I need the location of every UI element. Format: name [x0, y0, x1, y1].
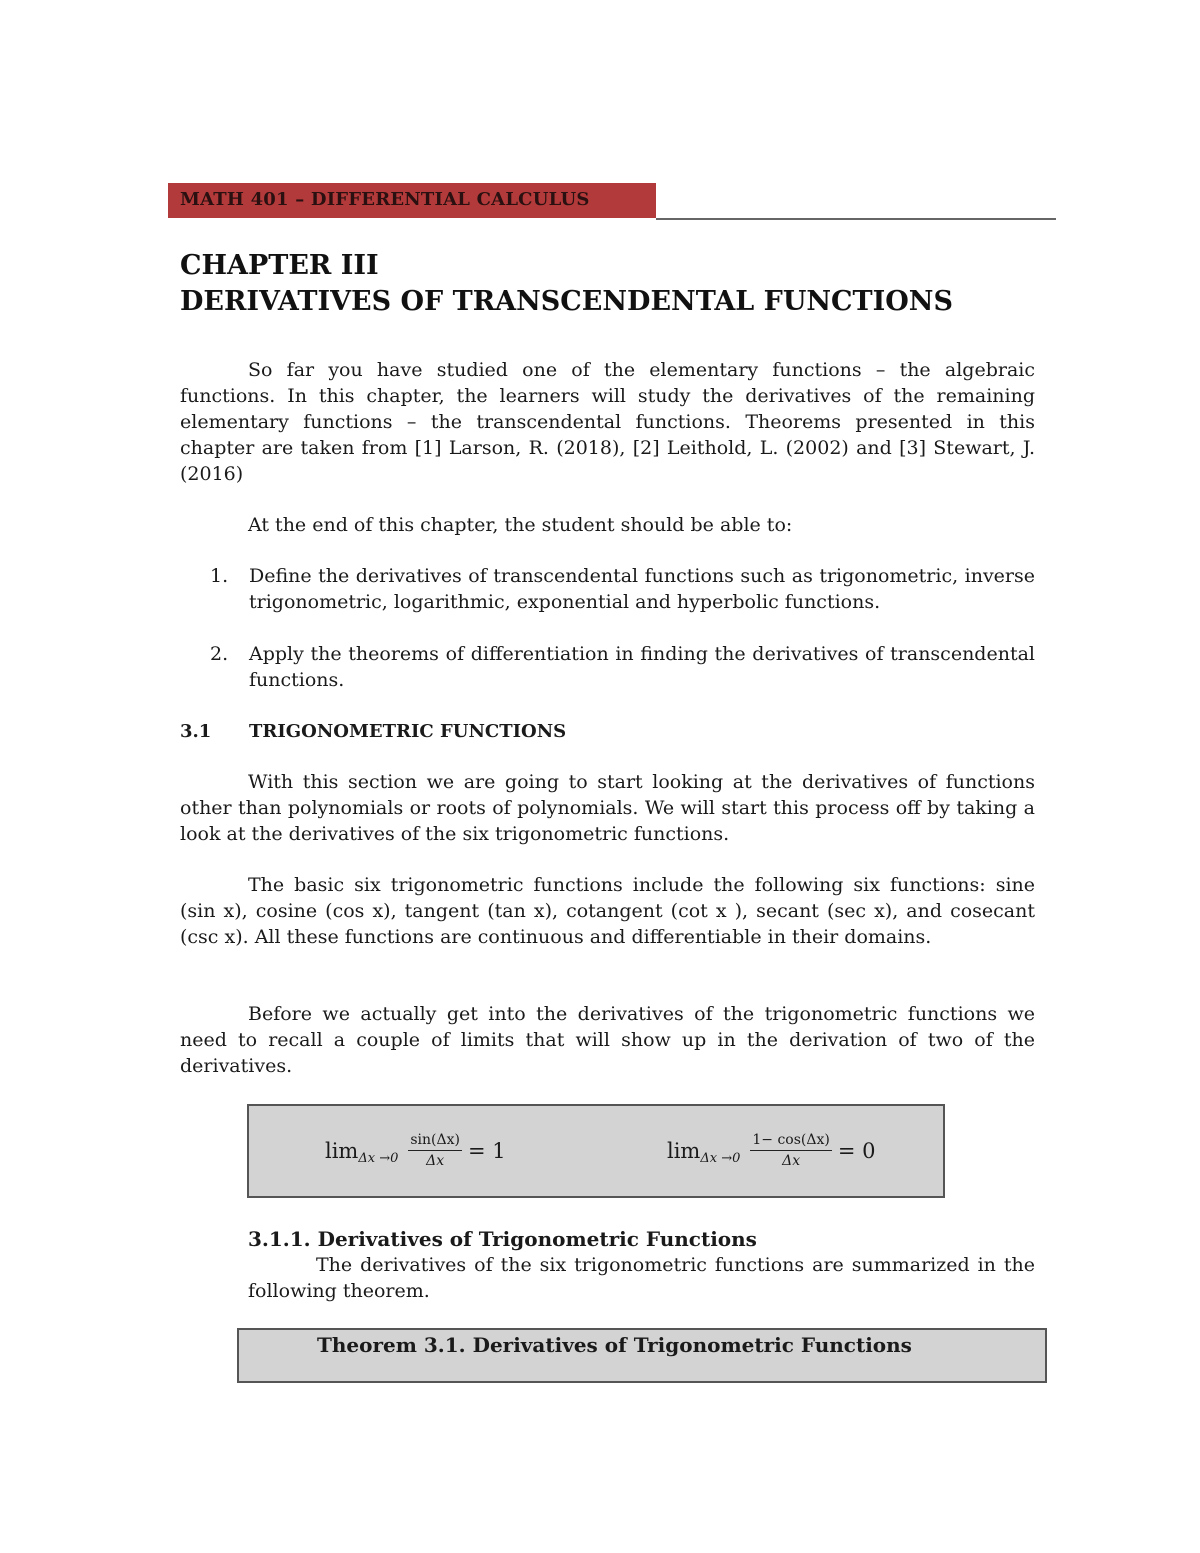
theorem-box	[237, 1328, 1047, 1383]
limit-result: = 1	[467, 1138, 506, 1163]
lim-operator: lim	[667, 1138, 701, 1163]
numerator: 1− cos(Δx)	[750, 1132, 831, 1151]
section-paragraph: Before we actually get into the derivatives of the trigonometric functions we need to recall a couple of limits that will show up in the derivation of two of the derivatives.	[180, 1003, 1035, 1077]
numerator: sin(Δx)	[408, 1132, 462, 1151]
limit-formula-sin	[325, 1132, 506, 1169]
section-paragraph: With this section we are going to start looking at the derivatives of functions other than polynomials or roots of polynomials. We will start this process off by taking a look at the derivatives of the six trigonometric functions.	[180, 771, 1035, 845]
chapter-number: CHAPTER III	[180, 250, 379, 281]
fraction	[408, 1132, 462, 1169]
lim-subscript: Δx →0	[358, 1151, 399, 1166]
limits-box	[247, 1104, 945, 1198]
objective-item	[210, 641, 1035, 693]
objective-item	[210, 563, 1035, 615]
limit-result: = 0	[837, 1138, 876, 1163]
fraction	[750, 1132, 831, 1169]
objective-number: 2.	[210, 643, 229, 665]
chapter-title: DERIVATIVES OF TRANSCENDENTAL FUNCTIONS	[180, 286, 953, 317]
objectives-lead: At the end of this chapter, the student should be able to:	[248, 514, 793, 536]
objective-text: Define the derivatives of transcendental functions such as trigonometric, inverse trigonometric, logarithmic, exponential and hyperbolic functions.	[249, 565, 1035, 613]
denominator: Δx	[426, 1153, 445, 1169]
lim-subscript: Δx →0	[700, 1151, 741, 1166]
lim-operator: lim	[325, 1138, 359, 1163]
subsection-title: 3.1.1. Derivatives of Trigonometric Functions	[248, 1227, 757, 1251]
theorem-title: Theorem 3.1. Derivatives of Trigonometric Functions	[317, 1333, 912, 1357]
limit-formula-cos	[667, 1132, 876, 1169]
course-header: MATH 401 – DIFFERENTIAL CALCULUS	[180, 189, 590, 210]
chapter-heading	[180, 248, 953, 320]
header-rule	[656, 218, 1056, 220]
section-title: TRIGONOMETRIC FUNCTIONS	[249, 721, 567, 742]
intro-paragraph: So far you have studied one of the elementary functions – the algebraic functions. In this chapter, the learners will study the derivatives of the remaining elementary functions – the transcendental functions. Theorems presented in this chapter are taken from [1] Larson, R. (2018), [2] Leithold, L. (2002) and [3] Stewart, J. (2016)	[180, 359, 1035, 485]
section-number: 3.1	[180, 721, 212, 742]
subsection-body: The derivatives of the six trigonometric functions are summarized in the following theorem.	[248, 1254, 1035, 1302]
objective-number: 1.	[210, 565, 229, 587]
denominator: Δx	[782, 1153, 801, 1169]
objective-text: Apply the theorems of differentiation in finding the derivatives of transcendental functions.	[249, 643, 1035, 691]
section-paragraph: The basic six trigonometric functions include the following six functions: sine (sin x), cosine (cos x), tangent (tan x), cotangent (cot x ), secant (sec x), and cosecant (csc x). All these functions are continuous and differentiable in their domains.	[180, 874, 1035, 948]
